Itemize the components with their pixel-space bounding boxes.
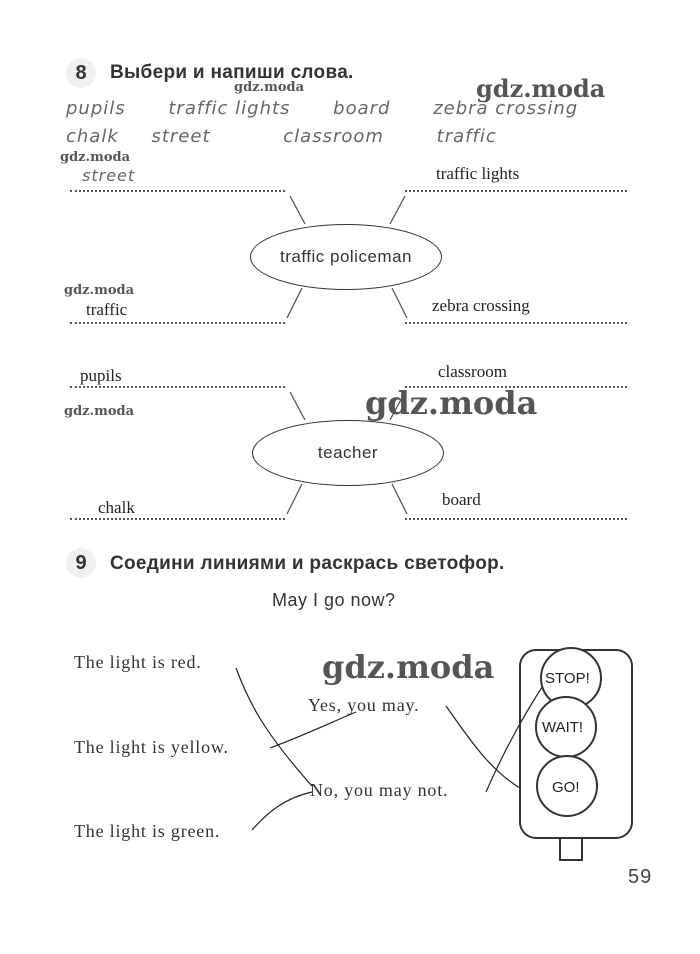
- answer-top-left: street: [82, 166, 136, 185]
- word-bank-item: chalk: [66, 126, 119, 147]
- word-bank-item: traffic lights: [168, 98, 291, 119]
- answer-yes: Yes, you may.: [308, 695, 420, 715]
- center-word: teacher: [317, 443, 379, 462]
- watermark: gdz.moda: [365, 384, 538, 422]
- task-8-title: Выбери и напиши слова.: [110, 62, 354, 83]
- word-bank-item: street: [151, 126, 211, 147]
- watermark: gdz.moda: [476, 74, 606, 103]
- label-wait: WAIT!: [542, 719, 584, 736]
- word-bank-item: board: [333, 98, 391, 119]
- sentence-red: The light is red.: [74, 652, 202, 672]
- sentence-yellow: The light is yellow.: [74, 737, 229, 757]
- word-bank-item: traffic: [436, 126, 497, 147]
- answer-bottom-left: traffic: [86, 300, 128, 319]
- traffic-light-pole: [560, 838, 582, 860]
- label-go: GO!: [552, 779, 580, 796]
- question: May I go now?: [272, 590, 396, 610]
- watermark: gdz.moda: [322, 648, 495, 686]
- watermark: gdz.moda: [234, 80, 305, 95]
- page-number: 59: [628, 866, 653, 888]
- word-bank-item: classroom: [283, 126, 384, 147]
- answer-bottom-right: board: [442, 490, 481, 509]
- answer-bottom-left: chalk: [98, 498, 135, 517]
- watermark: gdz.moda: [64, 283, 135, 298]
- answer-top-left: pupils: [80, 366, 122, 385]
- word-bank-item: pupils: [66, 98, 126, 119]
- connector-red-to-no: [236, 668, 312, 786]
- answer-no: No, you may not.: [310, 780, 449, 800]
- task-8-number: 8: [66, 58, 96, 88]
- answer-top-right: classroom: [438, 362, 507, 381]
- connector-yellow-to-yes: [270, 712, 356, 748]
- task-9-title: Соедини линиями и раскрась светофор.: [110, 553, 505, 574]
- watermark: gdz.moda: [64, 404, 135, 419]
- watermark: gdz.moda: [60, 150, 131, 165]
- answer-bottom-right: zebra crossing: [432, 296, 530, 315]
- connector-green-to-no: [252, 792, 312, 830]
- connector-yes-to-go: [446, 706, 520, 788]
- sentence-green: The light is green.: [74, 821, 221, 841]
- label-stop: STOP!: [545, 670, 590, 687]
- word-bank-item: zebra crossing: [433, 98, 579, 119]
- answer-top-right: traffic lights: [436, 164, 520, 183]
- center-word: traffic policeman: [280, 247, 412, 266]
- task-9-number: 9: [66, 548, 96, 578]
